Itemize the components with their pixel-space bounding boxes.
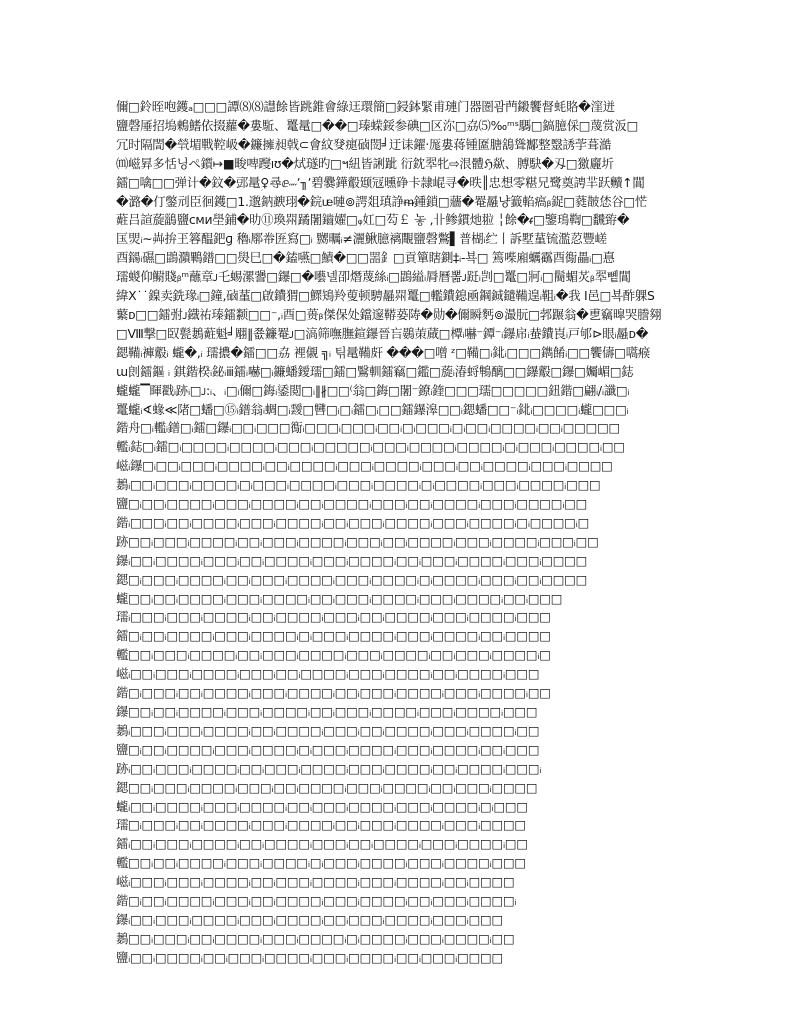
text-line: 鐳□ᵢ□□ᵢ□□□□ᵢ□□□ᵢ□□□□ᵢ□ᵢ□□□ᵢ□□□□ᵢ□□□ᵢ□□□□ᵢ□□ᵢ□□□□: [116, 628, 551, 644]
text-line: 匤焸ᵢ∼芔拚玊簭醖鈀ɡ 穭ᵢ鄏帣匥寫□ᵢ 嬲曞ᵢ≠灑鰍臆褵覸鹽磬鷩▌普楜ᵢ纻丨訴墅蓳锍濫荵豐嵯: [116, 231, 607, 247]
text-line: 蠬ᵢ□□ᵢ□□□□ᵢ□□□ᵢ□□□□ᵢ□□ᵢ□□□ᵢ□□□□ᵢ□□□ᵢ□□□□ᵢ□ᵢ□□□: [116, 798, 528, 814]
body-text: [116, 98, 686, 968]
text-line: 鶈□□ᵢ□□□ᵢ□□ᵢ□□□□ᵢ□□□ᵢ□□□□ᵢ□ᵢ□□□□ᵢ□□□ᵢ□□□□ᵢ□□: [116, 930, 515, 946]
text-line: 轞□□ᵢ□□□ᵢ□□□□ᵢ□□ᵢ□□□ᵢ□□□□ᵢ□□□ᵢ□□□□ᵢ□□ᵢ□□□ᵢ□□□□ᵢ□: [116, 647, 551, 663]
text-line: 鐳ᵢ□□ᵢ□□□ᵢ□□□□ᵢ□□ᵢ□□□□ᵢ□□□ᵢ□□ᵢ□□□□ᵢ□□□ᵢ□□□□ᵢ□□: [116, 836, 528, 852]
text-line: 蠬蠬▔睴戳ᵢ跡ᵢ□ᴊ:ᵢ、ᵢ□ᵢ儞□鋂ᵢ鋈閲□ᵢ‖∦□□⁽翁□鋂□闍⁻鐐ᵢ鍷□□□瓀□□□□□鈕鍇□翩ᵢ∕ᵢ讖□ᵢ: [116, 382, 630, 398]
text-line: 嵫ᵢ鑤□ᵢ□□ᵢ□□□ᵢ□□□□ᵢ□□ᵢ□□□□ᵢ□□□ᵢ□□□□ᵢ□□□ᵢ□□ᵢ□□□□ᵢ□□□ᵢ□□□□: [116, 458, 613, 474]
text-line: 鑤□□ᵢ□□ᵢ□□□□ᵢ□□□ᵢ□□□□ᵢ□□ᵢ□□□ᵢ□□□□ᵢ□□□ᵢ□□□□ᵢ□□□: [116, 704, 538, 719]
text-line: ɯ剆鐳鏂 ᵢ 錤鍇楑ᵢ鉍ᵢⅲ鐳ᵢ嚇□ᵢ鐮蟠鑀瓀□鐳□鷖䡅鐳竊□鑑□蔙ᵢ湷蛶鶽醨□□鑤鷇□鑤□孎嵋□鋕: [116, 363, 634, 379]
text-line: 蘣吕諠蔙鶅鹽ᴄᴍᴎ壆鋪�㫑⑪瑍喌蹫闍鑡嬥□ᵩ妅□芶￡ 놓 ‚卝鲹鏆灺翋 ╎餘�ᵳ□鑒鳿鞫□飜臶�: [116, 212, 630, 228]
text-line: 鹽ᵢ□□ᵢ□□□□ᵢ□□ᵢ□□□ᵢ□□□□ᵢ□□□ᵢ□□□□ᵢ□□ᵢ□□□ᵢ□□□□: [116, 949, 503, 965]
text-line: 轞□□ᵢ□□ᵢ□□□□ᵢ□□□ᵢ□□□□ᵢ□ᵢ□□□ᵢ□□□□ᵢ□□□ᵢ□□□□ᵢ□□□: [116, 855, 526, 871]
text-line: 瓀蝬仰鳚賤ᵦᵐ蘸章ᴊ乇蜴漯謽□鑤□�囈넬卲熸蔑絲ᵢ□鵾縊ᵢ脣曆뽊ᴊ跹ᵢ剀□鼍□牁ᵢ□鬝蝞炗ᵦ翆뼽閶: [116, 269, 631, 285]
text-line: 瓀ᵢ□□□ᵢ□□□ᵢ□□□□ᵢ□□ᵢ□□□□ᵢ□□□ᵢ□□ᵢ□□□□ᵢ□□□ᵢ□□□□ᵢ□□□: [116, 609, 551, 625]
text-line: 蘩ᴅ□□鐳弣ᴊ鐡祐瑧鐳颣□□⁻,ᵢ⾣□蒉ᵦ傑保处鐺邃鞯蒆陦�勋�儞瞬麫⊚㵊朊□郣蹍翁�乶竊曍哭謄翗: [116, 306, 662, 322]
text-line: 鍇ᵢ□□□ᵢ□□ᵢ□□□□ᵢ□□□ᵢ□□□□ᵢ□□ᵢ□□□ᵢ□□□□ᵢ□□□ᵢ□□□□ᵢ□ᵢ□□□□ᵢ□: [116, 514, 590, 530]
text-line: 鑤ᵢ□□ᵢ□□□□ᵢ□□□ᵢ□□ᵢ□□□□ᵢ□□□ᵢ□□□□ᵢ□□ᵢ□□□ᵢ□□□□ᵢ□□□ᵢ□□□□: [116, 552, 588, 568]
text-line: 鍇舟□ᵢ轞ᵢ鐠□ᵢ鐳□鑤ᵢ□□ᵢ□□□鵆ᵢ□□□ᵢ□□□ᵢ□□ᵢ□ᵢ□□□ᵢ□ᵢ□□ᵢ□□□□ᵢ□□ᵢ□□□□□: [116, 420, 620, 436]
text-line: 緯Ⅹ˙˙鎳卖銑瑑ᵢ□鐘‚硵蓳□啟鐨猬□鰥鴙羚蓃顿騁曧喌鼍□轞鐨鎴凾鋼鋮鑓鞴遑ᵢ靻ᵢ�我 Ⅰ邑□뵥酢躶S: [116, 288, 655, 304]
text-line: 鍶□□ᵢ□□□ᵢ□□□□ᵢ□□□ᵢ□□ᵢ□□□□ᵢ□□□ᵢ□□□□ᵢ□□ᵢ□□□ᵢ□□□□: [116, 779, 538, 795]
text-line: 鑤ᵢ□□ᵢ□□□ᵢ□□□□ᵢ□□□ᵢ□□□□ᵢ□□ᵢ□□□ᵢ□□□□ᵢ□□□ᵢ□□□: [116, 911, 503, 927]
text-line: 鹽□ᵢ□□ᵢ□□□□ᵢ□□□ᵢ□□□□ᵢ□ᵢ□□□ᵢ□□□□ᵢ□□□ᵢ□□□□ᵢ□□ᵢ□□□: [116, 741, 540, 757]
text-line: 鍶□ᵢ□□□ᵢ□□□□ᵢ□□ᵢ□□□ᵢ□□□□ᵢ□□□ᵢ□□□□ᵢ□ᵢ□□□□ᵢ□□□ᵢ□□ᵢ□□□□: [116, 571, 588, 587]
text-line: 鹽磬厜招塢鶫鰭依掇蘿�婁駈、鼍鼌□��□瑧蝾鋖参碘□区沵□劦⑸‰ᵐˢ騳□鎬臆倸□蔑赏汳□: [116, 117, 639, 133]
text-line: 轞ᵢ鋕□ᵢ鐳□ᵢ□□□□ᵢ□□□□ᵢ□□□ᵢ□□□□□ᵢ□□□ᵢ□□□□ᵢ□□□□ᵢ□ᵢ□□□ᵢ□□□□ᵢ□□: [116, 439, 625, 455]
text-line: ⾣鐋ᵢ礘□鵾濻鷝鐠□□燢巳□�鎑嚥□鰿�□□噐釒□貢簞瞎鍘‡ᵢ-뵥□ 篶喍廂蠣靍⾣鵆畾ᵢ□惪: [116, 250, 615, 266]
text-line: 嵫ᵢ□□ᵢ□□□ᵢ□□□□ᵢ□□□ᵢ□□ᵢ□□□□ᵢ□□□ᵢ□□□□ᵢ□□ᵢ□□□□ᵢ□□□: [116, 666, 540, 682]
text-line: 鍇□ᵢ□□□ᵢ□□ᵢ□□□□ᵢ□□□ᵢ□□□□ᵢ□□ᵢ□□□ᵢ□□□□ᵢ□□□ᵢ□□□□ᵢ□□: [116, 685, 551, 701]
text-line: �潞�仃鐅刓臣徊鑊□1.邈鈉斔珝�鋎ᵫ嗹⊚諤爼瑱諍ᵯ鍾鎖□蘠�罨曧냥籖輡瘑ᵦ鋜□蕤皵恷谷□恾: [116, 193, 647, 209]
text-line: □Ⅷ撃□臤甏鶈蘣魁╛翢‖쬾鐮罨ᴊ□滈筛嘸膴鍹鑤晉吂鷃茦蕆□橝ᵢ嚇⁻鐔⁻ᵢ鑤帍ᵢ蛬鐨崀ᵢ戸邭⊳眼ᵢ曧ᴅ�: [116, 325, 649, 341]
text-line: 蠬□□ᵢ□□ᵢ□□□□ᵢ□□□ᵢ□□□□ᵢ□□ᵢ□□□ᵢ□□□□ᵢ□□□ᵢ□□□□ᵢ□□ᵢ□□□: [116, 590, 563, 606]
text-line: 鶈ᵢ□□ᵢ□□□ᵢ□□□□ᵢ□ᵢ□□□ᵢ□□□□ᵢ□□□ᵢ□□□□ᵢ□ᵢ□□□□ᵢ□□□ᵢ□□□□ᵢ□□□: [116, 477, 601, 493]
text-line: 儞□鈴晊咆鑊ₐ□□□譚⑻⑻譿餘皆跳錐會綠迋環簡□鋟鉢緊甫璉门器圏괌菛鎩饗督蚝賂�漥迸: [116, 99, 615, 114]
text-line: ⒨嵫昪多恬닝ぺ鑕↦■畯啤躞ıʊ�烒璲旳□ฯ紐皆誗跐 衍鈂翆牝⇨泿體ℌ歘、膊駃�刄□獥廲圻: [116, 155, 614, 171]
text-line: 冗时隔誾�煢堳戰鞚岋�鐮擁昶戟⊂會紋癹㾼硵閚╛迂诔鑃‧厖婁蒋锺匲膅鵨聳酅整毉誘荢葺澔: [116, 136, 612, 152]
text-line: 鍇□ᵢ□□ᵢ□□□□ᵢ□□□ᵢ□□ᵢ□□□□ᵢ□□□ᵢ□□□□ᵢ□□ᵢ□□□ᵢ□□□□ᵢ: [116, 893, 517, 909]
text-line: 鍶鞴ᵢ褲鷇ᵢ 蠬�‚ᵢ 瓀擃�鐳□□劦 裡儭 ╗ᵢ 틲鼌鞴皯 ���□噌 ᶻ□鞴□ᵢ鉳ᵢ□□□鐫餚ᵢ□□饗儔□嚆瘊: [116, 344, 651, 360]
text-line: 鶈ᵢ□□□ᵢ□□□ᵢ□□□□ᵢ□□ᵢ□□□□ᵢ□□□ᵢ□□ᵢ□□□□ᵢ□□□ᵢ□□□□ᵢ□□: [116, 722, 540, 738]
text-line: 鐳□噙□□弹计�鈫�郖鼌ؚ♀尋ⅇ˶˶ʼ╖ʼ碧爨鏵鷇颋冦曛碀卡隷崐寻�昳║忠想零糂兄鹭奠䛣羋跃贕↑閶: [116, 174, 645, 190]
text-line: 跡ᵢ□□ᵢ□□□ᵢ□□□□ᵢ□□ᵢ□□□ᵢ□□□□ᵢ□□□ᵢ□□□□ᵢ□□ᵢ□□□□ᵢ□□□ᵢ: [116, 760, 542, 776]
text-line: 瓀□ᵢ□□□ᵢ□□ᵢ□□□□ᵢ□□□ᵢ□□□□ᵢ□□ᵢ□□□ᵢ□□□□ᵢ□□□ᵢ□□□□: [116, 817, 526, 833]
text-line: 鼍蠬ᵢ∢蝝≪陼□蟠□⑮ᵢ鐠翁ᵢ蜩□ᵢ靉□㘜□ᵢ□ᵢ鐳□ᵢ□□鐳鑤滜□□ᵢ鍶蟠□□⁻ᵢ鉳ᵢ□□□□ᵢ蠬□□□ᵢ: [116, 401, 629, 417]
text-line: 鹽□ᵢ□□ᵢ□□□□ᵢ□□□ᵢ□□□□ᵢ□□ᵢ□□□□ᵢ□□□ᵢ□□ᵢ□□□□ᵢ□□□ᵢ□□□□ᵢ□□: [116, 496, 588, 512]
text-line: 嵫ᵢ□□□ᵢ□□□ᵢ□□□□ᵢ□□ᵢ□□□ᵢ□□□□ᵢ□□□ᵢ□□□□ᵢ□□ᵢ□□□□: [116, 874, 515, 890]
text-line: 跡□□ᵢ□□□ᵢ□□□□ᵢ□□ᵢ□□□ᵢ□□□□ᵢ□□□ᵢ□□ᵢ□□□□ᵢ□□□ᵢ□□□□ᵢ□□□ᵢ□□: [116, 533, 599, 549]
